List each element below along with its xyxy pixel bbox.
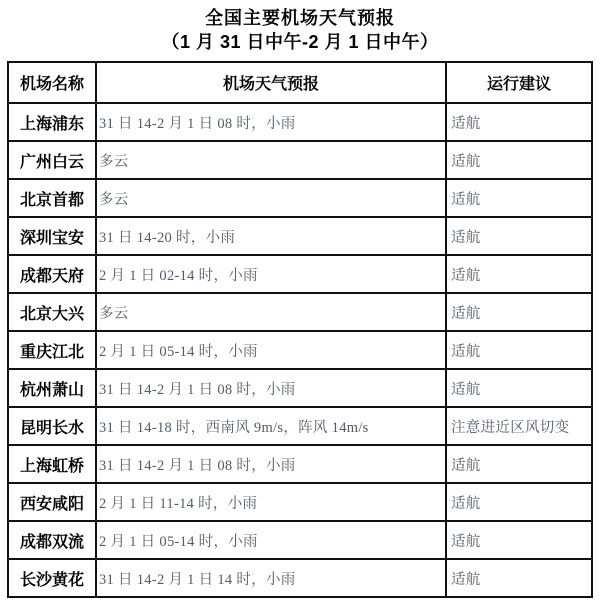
table-row xyxy=(8,369,592,407)
table-row xyxy=(8,255,592,293)
operation-advice-cell: 适航 xyxy=(446,293,592,331)
weather-forecast-cell: 31 日 14-2 月 1 日 08 时，小雨 xyxy=(96,369,446,407)
airport-weather-table xyxy=(7,61,593,598)
table-row xyxy=(8,407,592,445)
airport-name-cell: 长沙黄花 xyxy=(8,559,96,597)
operation-advice-cell: 适航 xyxy=(446,217,592,255)
weather-forecast-cell: 多云 xyxy=(96,179,446,217)
operation-advice-cell: 适航 xyxy=(446,255,592,293)
operation-advice-cell: 适航 xyxy=(446,521,592,559)
airport-name-cell: 杭州萧山 xyxy=(8,369,96,407)
table-header-row xyxy=(8,62,592,103)
table-row xyxy=(8,103,592,141)
operation-advice-cell: 适航 xyxy=(446,179,592,217)
table-row xyxy=(8,521,592,559)
airport-name-cell: 重庆江北 xyxy=(8,331,96,369)
table-row xyxy=(8,559,592,597)
operation-advice-cell: 适航 xyxy=(446,559,592,597)
page-title xyxy=(0,6,600,55)
operation-advice-cell: 适航 xyxy=(446,103,592,141)
page-title-line1: 全国主要机场天气预报 xyxy=(205,8,395,28)
table-row xyxy=(8,293,592,331)
airport-name-cell: 西安咸阳 xyxy=(8,483,96,521)
weather-forecast-cell: 31 日 14-2 月 1 日 08 时，小雨 xyxy=(96,103,446,141)
airport-name-cell: 成都天府 xyxy=(8,255,96,293)
header-operation-advice: 运行建议 xyxy=(446,62,592,103)
table-row xyxy=(8,179,592,217)
airport-name-cell: 北京首都 xyxy=(8,179,96,217)
airport-name-cell: 北京大兴 xyxy=(8,293,96,331)
table-row xyxy=(8,483,592,521)
weather-forecast-cell: 31 日 14-2 月 1 日 14 时，小雨 xyxy=(96,559,446,597)
airport-name-cell: 上海虹桥 xyxy=(8,445,96,483)
airport-name-cell: 昆明长水 xyxy=(8,407,96,445)
weather-forecast-cell: 多云 xyxy=(96,141,446,179)
operation-advice-cell: 适航 xyxy=(446,331,592,369)
header-airport-name: 机场名称 xyxy=(8,62,96,103)
table-row xyxy=(8,217,592,255)
weather-forecast-cell: 31 日 14-2 月 1 日 08 时，小雨 xyxy=(96,445,446,483)
airport-name-cell: 广州白云 xyxy=(8,141,96,179)
airport-name-cell: 深圳宝安 xyxy=(8,217,96,255)
table-row xyxy=(8,331,592,369)
weather-forecast-cell: 31 日 14-20 时，小雨 xyxy=(96,217,446,255)
table-row xyxy=(8,141,592,179)
weather-forecast-cell: 2 月 1 日 05-14 时，小雨 xyxy=(96,521,446,559)
weather-forecast-cell: 2 月 1 日 02-14 时，小雨 xyxy=(96,255,446,293)
operation-advice-cell: 适航 xyxy=(446,369,592,407)
airport-name-cell: 成都双流 xyxy=(8,521,96,559)
table-row xyxy=(8,445,592,483)
operation-advice-cell: 注意进近区风切变 xyxy=(446,407,592,445)
weather-forecast-cell: 2 月 1 日 05-14 时，小雨 xyxy=(96,331,446,369)
operation-advice-cell: 适航 xyxy=(446,483,592,521)
operation-advice-cell: 适航 xyxy=(446,141,592,179)
table-body xyxy=(8,103,592,597)
header-weather-forecast: 机场天气预报 xyxy=(96,62,446,103)
weather-forecast-cell: 2 月 1 日 11-14 时，小雨 xyxy=(96,483,446,521)
weather-forecast-cell: 多云 xyxy=(96,293,446,331)
table-header xyxy=(8,62,592,103)
operation-advice-cell: 适航 xyxy=(446,445,592,483)
page-title-subtitle: （1 月 31 日中午-2 月 1 日中午） xyxy=(161,32,439,52)
airport-name-cell: 上海浦东 xyxy=(8,103,96,141)
weather-forecast-cell: 31 日 14-18 时，西南风 9m/s，阵风 14m/s xyxy=(96,407,446,445)
